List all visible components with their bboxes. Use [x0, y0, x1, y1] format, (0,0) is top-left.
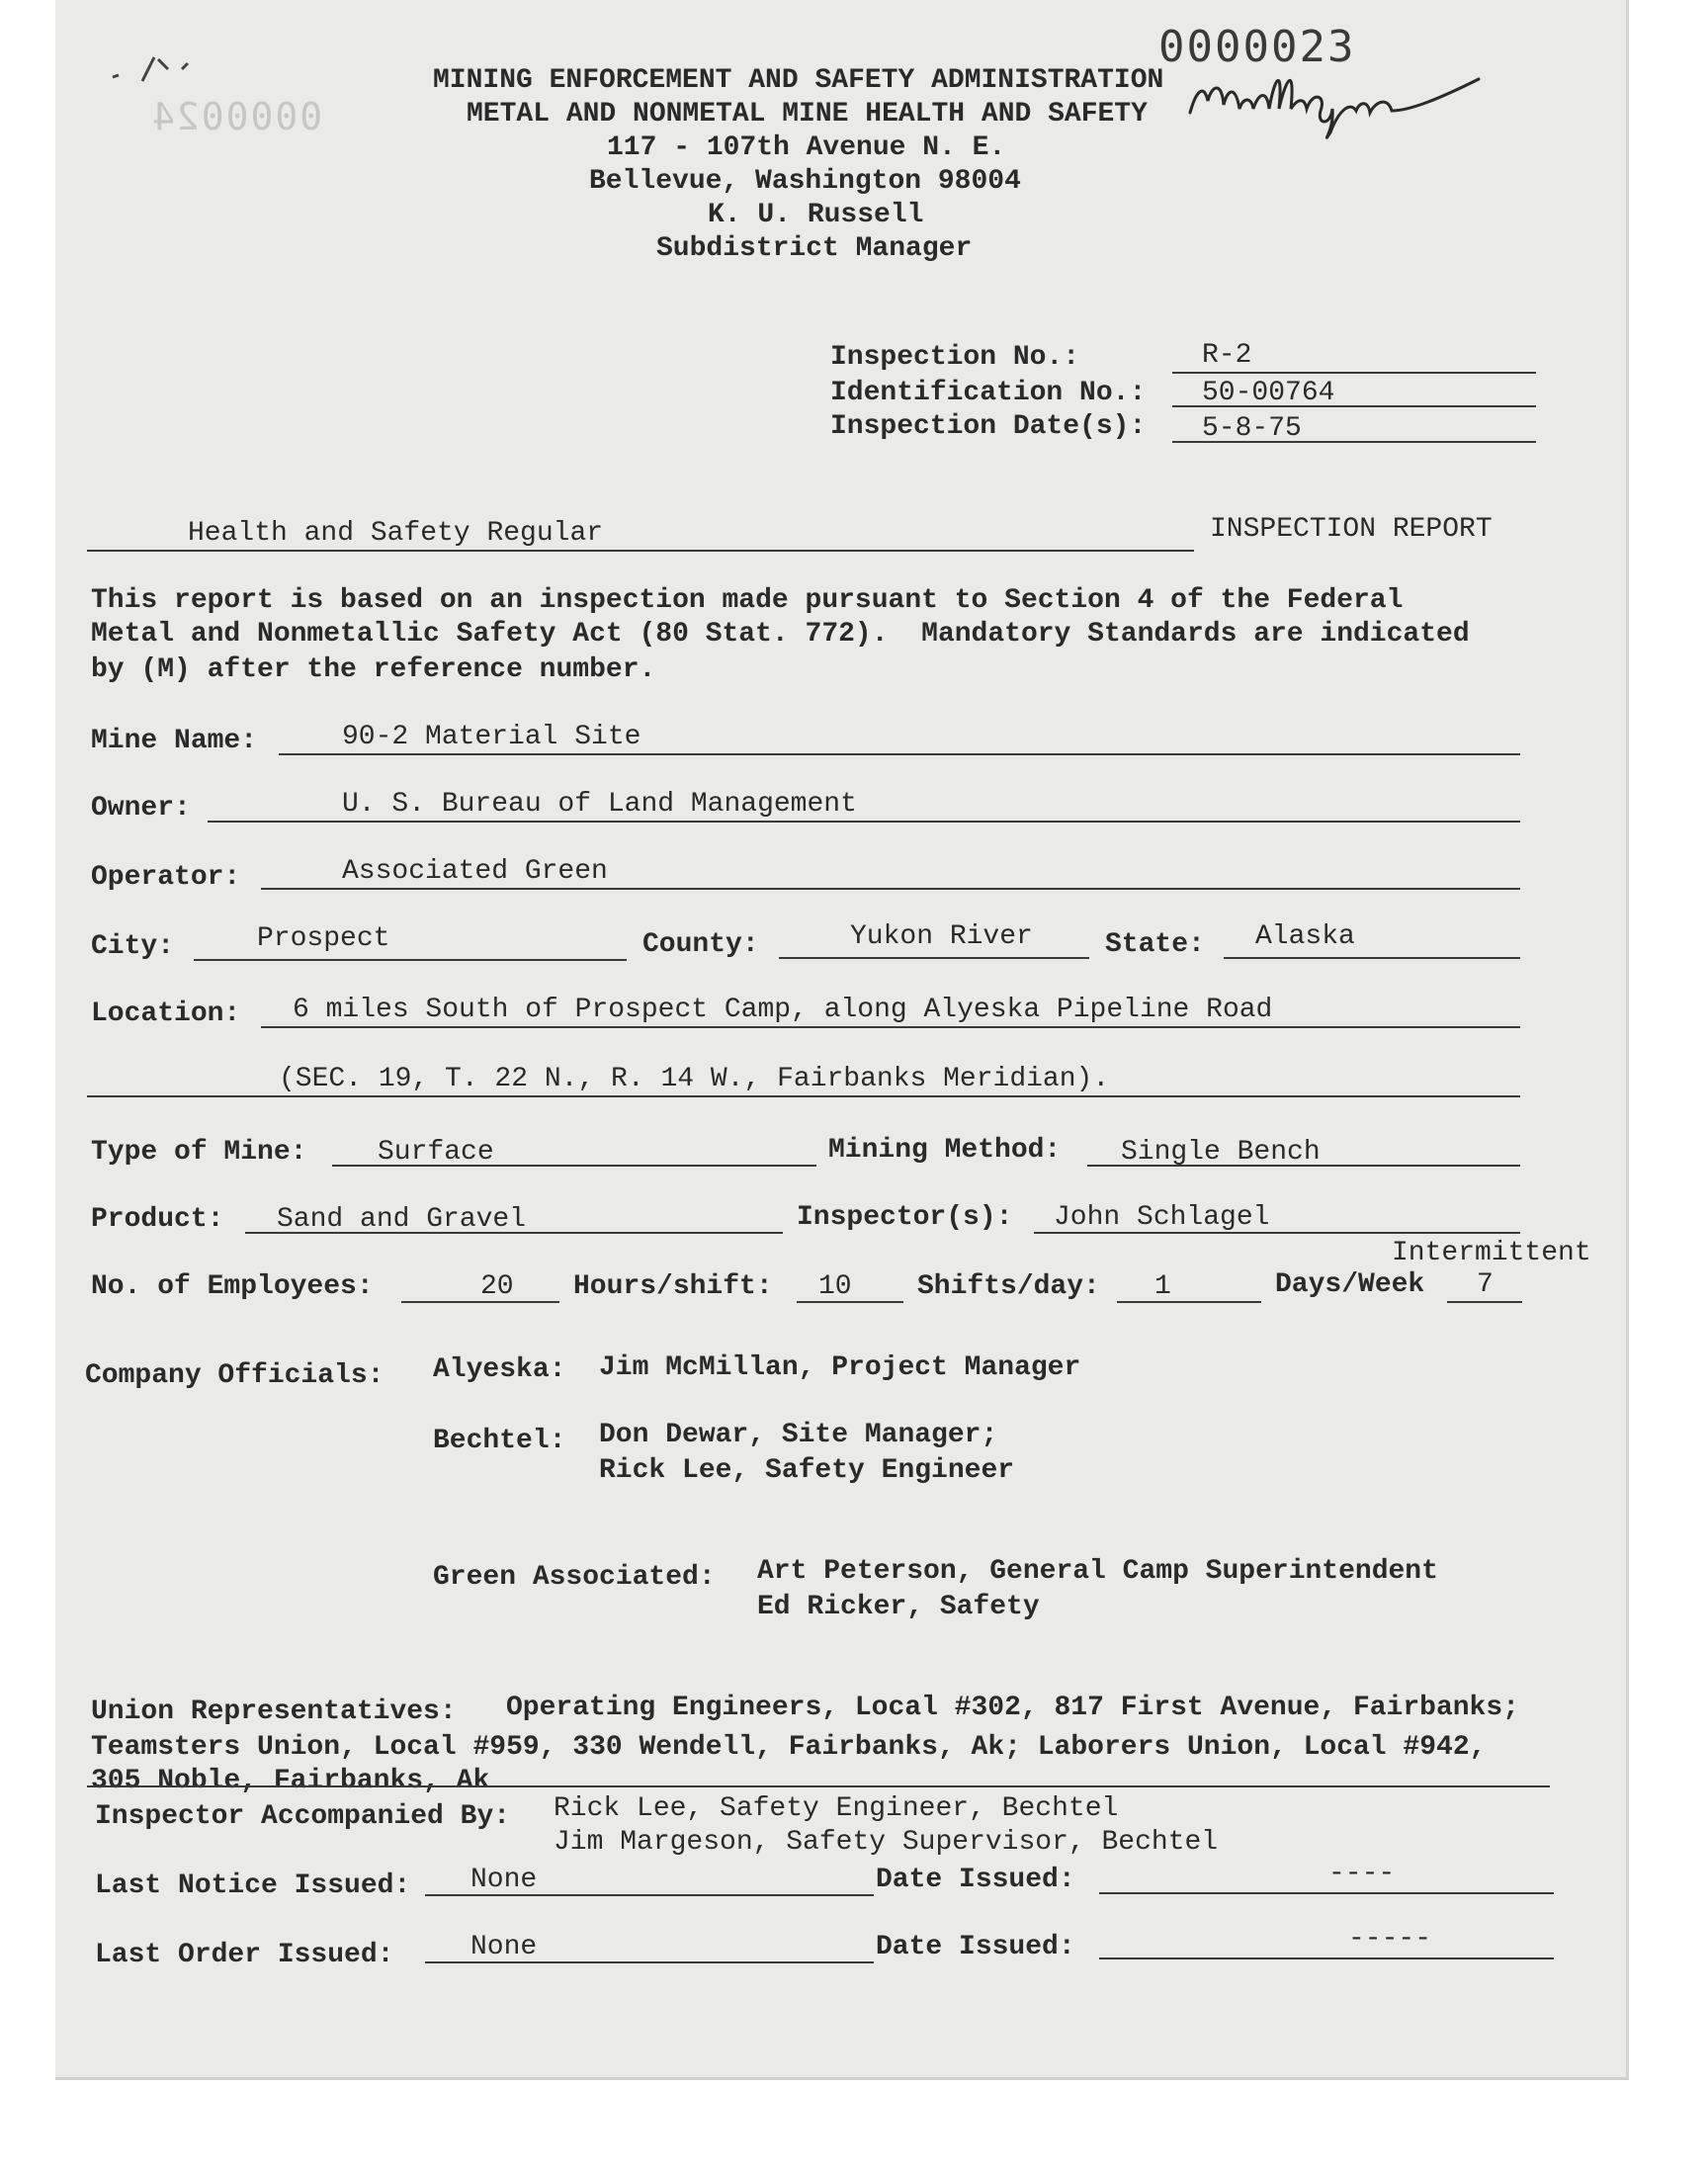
hours-label: Hours/shift: — [573, 1271, 773, 1302]
division-name: METAL AND NONMETAL MINE HEALTH AND SAFETY — [467, 99, 1148, 130]
city-underline — [194, 959, 627, 961]
notice-date-value: ---- — [1328, 1859, 1396, 1889]
location-line-2: (SEC. 19, T. 22 N., R. 14 W., Fairbanks Meridian). — [279, 1064, 1110, 1094]
bleed-through-number: 0000024 — [150, 95, 323, 138]
state-label: State: — [1105, 929, 1205, 960]
union-label: Union Representatives: — [91, 1696, 457, 1727]
location-line-1: 6 miles South of Prospect Camp, along Alyeska Pipeline Road — [293, 995, 1273, 1025]
intro-line-2: Metal and Nonmetallic Safety Act (80 Stat. 772). Mandatory Standards are indicated — [91, 619, 1470, 650]
mine-name-value: 90-2 Material Site — [342, 722, 641, 752]
last-notice-value: None — [470, 1865, 538, 1895]
state-value: Alaska — [1255, 921, 1355, 952]
intro-line-3: by (M) after the reference number. — [91, 654, 656, 685]
last-order-underline — [425, 1961, 874, 1963]
mine-name-label: Mine Name: — [91, 726, 258, 756]
identification-no-underline — [1172, 405, 1536, 407]
inspector-value: John Schlagel — [1054, 1202, 1270, 1233]
county-underline — [779, 957, 1089, 959]
inspection-date-value: 5-8-75 — [1202, 413, 1302, 444]
location-underline-1 — [261, 1026, 1520, 1028]
last-notice-label: Last Notice Issued: — [95, 1870, 411, 1901]
accompanied-label: Inspector Accompanied By: — [95, 1801, 511, 1832]
days-note: Intermittent — [1392, 1238, 1591, 1268]
union-line-3: 305 Noble, Fairbanks, Ak — [91, 1766, 490, 1796]
green-value-2: Ed Ricker, Safety — [757, 1592, 1040, 1622]
last-notice-underline — [425, 1894, 874, 1896]
city-label: City: — [91, 931, 175, 962]
county-value: Yukon River — [850, 921, 1033, 952]
bechtel-value-2: Rick Lee, Safety Engineer — [599, 1455, 1015, 1486]
bechtel-value-1: Don Dewar, Site Manager; — [599, 1420, 998, 1450]
last-order-value: None — [470, 1932, 538, 1962]
identification-no-label: Identification No.: — [830, 378, 1147, 408]
owner-label: Owner: — [91, 793, 191, 824]
order-date-label: Date Issued: — [876, 1932, 1075, 1962]
owner-underline — [208, 821, 1520, 823]
alyeska-value: Jim McMillan, Project Manager — [599, 1352, 1081, 1383]
mining-method-label: Mining Method: — [828, 1135, 1062, 1166]
product-label: Product: — [91, 1204, 224, 1235]
city-value: Prospect — [257, 923, 390, 954]
report-type: Health and Safety Regular — [188, 518, 604, 549]
accompanied-line-1: Rick Lee, Safety Engineer, Bechtel — [554, 1793, 1119, 1824]
union-underline — [87, 1785, 1550, 1787]
days-underline — [1447, 1301, 1522, 1303]
bechtel-label: Bechtel: — [433, 1426, 566, 1456]
mine-name-underline — [279, 753, 1520, 755]
address-city: Bellevue, Washington 98004 — [589, 166, 1021, 197]
intro-line-1: This report is based on an inspection made pursuant to Section 4 of the Federal — [91, 585, 1404, 616]
operator-value: Associated Green — [342, 856, 608, 887]
manager-title: Subdistrict Manager — [656, 233, 973, 264]
shifts-label: Shifts/day: — [917, 1271, 1100, 1302]
officials-label: Company Officials: — [85, 1360, 384, 1391]
notice-date-underline — [1099, 1892, 1554, 1894]
inspection-no-value: R-2 — [1202, 340, 1252, 371]
mining-method-value: Single Bench — [1121, 1137, 1321, 1168]
product-underline — [245, 1232, 783, 1234]
shifts-value: 1 — [1154, 1271, 1171, 1302]
mine-type-underline — [332, 1165, 816, 1167]
mine-type-label: Type of Mine: — [91, 1137, 307, 1168]
manager-name: K. U. Russell — [708, 200, 924, 230]
document-number-stamp: 0000023 — [1158, 22, 1356, 72]
identification-no-value: 50-00764 — [1202, 378, 1335, 408]
operator-underline — [261, 888, 1520, 890]
notice-date-label: Date Issued: — [876, 1865, 1075, 1895]
employees-value: 20 — [480, 1271, 514, 1302]
operator-label: Operator: — [91, 862, 241, 893]
shifts-underline — [1117, 1301, 1261, 1303]
mulligan-signature — [1182, 61, 1538, 140]
accompanied-line-2: Jim Margeson, Safety Supervisor, Bechtel — [554, 1827, 1219, 1858]
owner-value: U. S. Bureau of Land Management — [342, 789, 857, 820]
days-value: 7 — [1477, 1269, 1494, 1300]
inspection-date-underline — [1172, 441, 1536, 443]
last-order-label: Last Order Issued: — [95, 1940, 394, 1970]
inspector-underline — [1034, 1232, 1520, 1234]
employees-label: No. of Employees: — [91, 1271, 374, 1302]
county-label: County: — [642, 929, 759, 960]
location-underline-2 — [87, 1095, 1520, 1097]
inspection-no-label: Inspection No.: — [830, 342, 1080, 373]
employees-underline — [401, 1301, 559, 1303]
report-title: INSPECTION REPORT — [1210, 514, 1493, 545]
hours-underline — [797, 1301, 903, 1303]
mine-type-value: Surface — [378, 1137, 494, 1168]
inspection-date-label: Inspection Date(s): — [830, 411, 1147, 442]
union-line-2: Teamsters Union, Local #959, 330 Wendell, Fairbanks, Ak; Laborers Union, Local #942, — [91, 1732, 1487, 1763]
state-underline — [1224, 957, 1520, 959]
product-value: Sand and Gravel — [277, 1204, 527, 1235]
corner-marks — [103, 47, 231, 97]
report-type-underline — [87, 550, 1194, 552]
alyeska-label: Alyeska: — [433, 1354, 566, 1385]
inspector-label: Inspector(s): — [797, 1202, 1013, 1233]
order-date-underline — [1099, 1958, 1554, 1959]
days-label: Days/Week — [1275, 1269, 1425, 1300]
green-value-1: Art Peterson, General Camp Superintendent — [757, 1556, 1438, 1587]
agency-name: MINING ENFORCEMENT AND SAFETY ADMINISTRATION — [433, 65, 1164, 96]
order-date-value: ----- — [1348, 1924, 1432, 1955]
hours-value: 10 — [818, 1271, 852, 1302]
mining-method-underline — [1087, 1165, 1520, 1167]
union-line-1: Operating Engineers, Local #302, 817 First Avenue, Fairbanks; — [506, 1693, 1519, 1723]
location-label: Location: — [91, 999, 241, 1029]
green-label: Green Associated: — [433, 1562, 716, 1593]
inspection-no-underline — [1172, 372, 1536, 374]
address-street: 117 - 107th Avenue N. E. — [607, 132, 1006, 163]
